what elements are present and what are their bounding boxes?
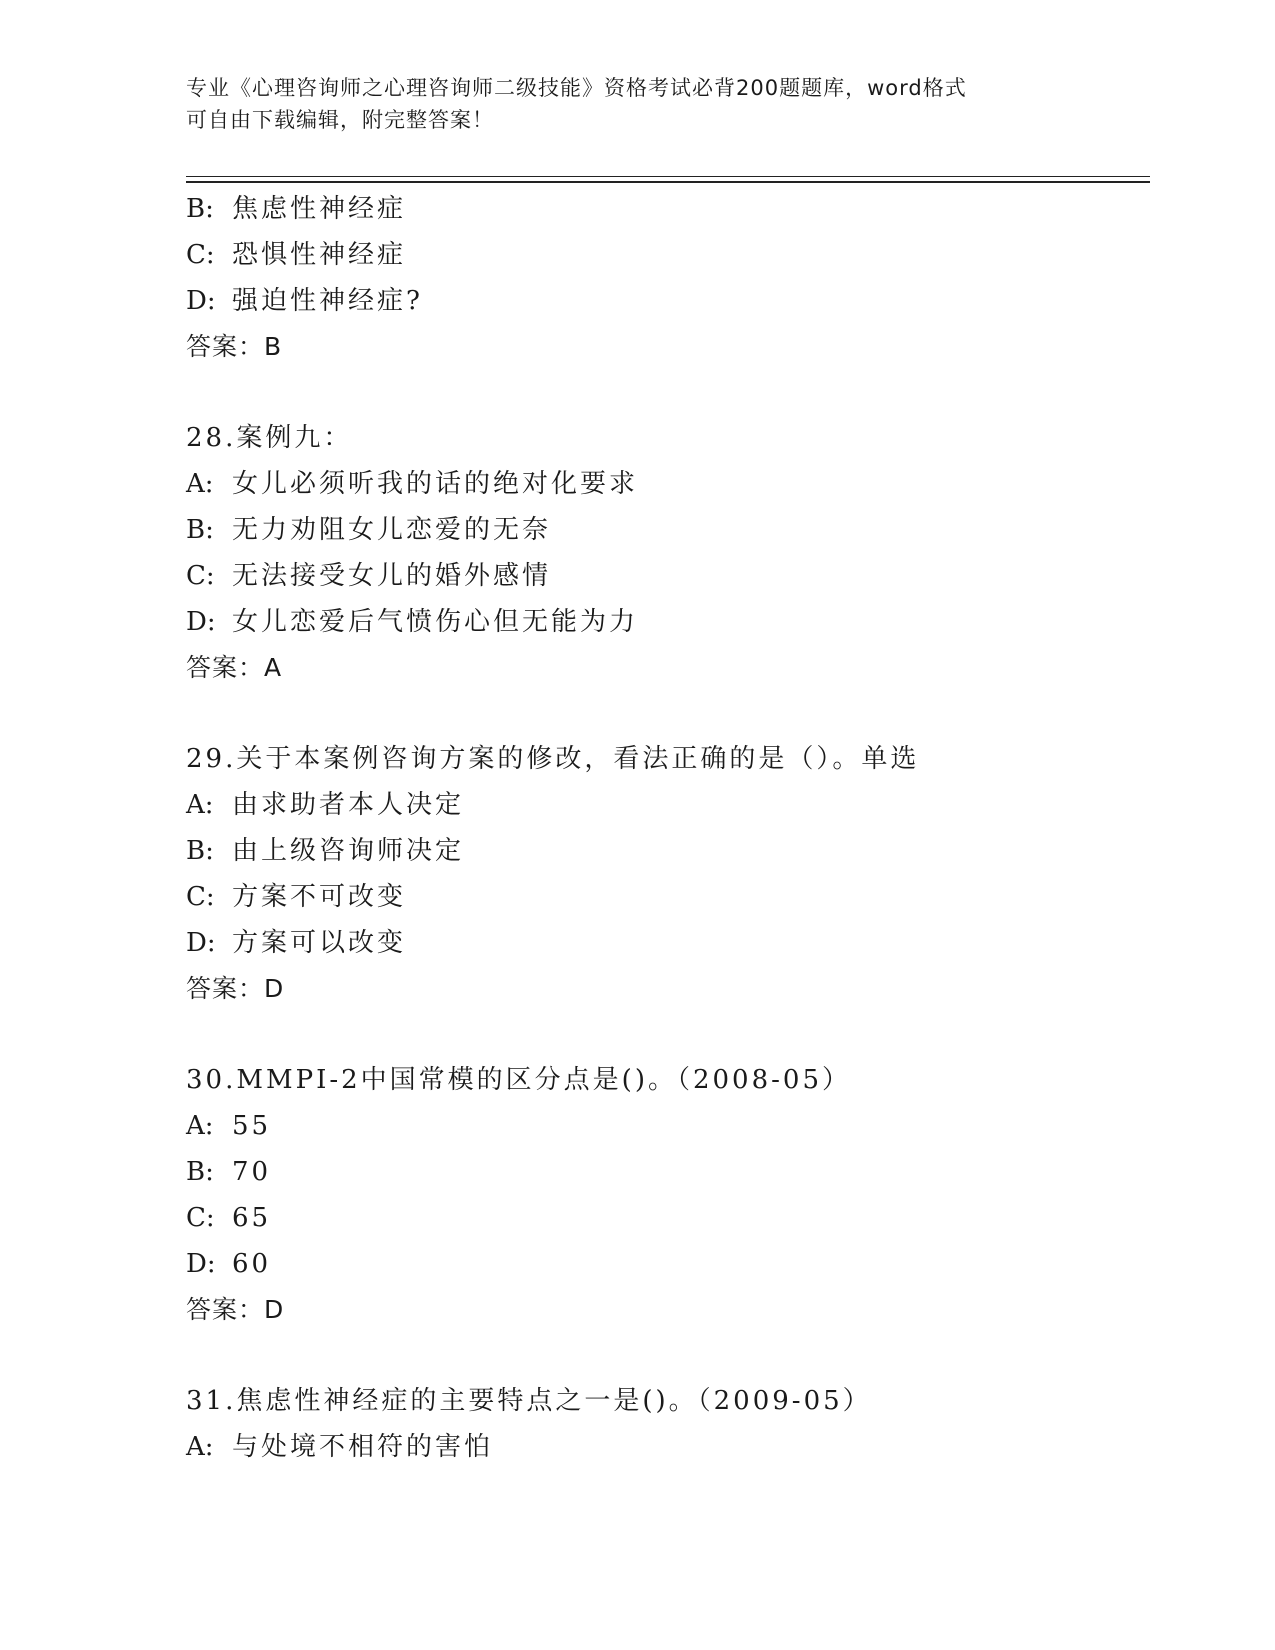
option-letter: C: bbox=[186, 882, 215, 912]
option-a bbox=[186, 461, 1146, 507]
option-letter: C: bbox=[186, 240, 215, 270]
option-letter: A: bbox=[186, 469, 214, 499]
option-text: 焦虑性神经症 bbox=[232, 194, 407, 224]
option-letter: B: bbox=[186, 194, 214, 224]
option-b bbox=[186, 507, 1146, 553]
option-letter: B: bbox=[186, 515, 214, 545]
option-text: 60 bbox=[232, 1249, 272, 1279]
option-text: 强迫性神经症? bbox=[232, 286, 423, 316]
page-header bbox=[186, 72, 1086, 136]
option-letter: A: bbox=[186, 1432, 214, 1462]
option-text: 恐惧性神经症 bbox=[232, 240, 407, 270]
question-list bbox=[186, 186, 1146, 1470]
option-text: 由上级咨询师决定 bbox=[232, 836, 465, 866]
option-text: 女儿恋爱后气愤伤心但无能为力 bbox=[232, 607, 639, 637]
header-title-line-1: 专业《心理咨询师之心理咨询师二级技能》资格考试必背200题题库，word格式 bbox=[186, 76, 967, 100]
question-30 bbox=[186, 1057, 1146, 1333]
question-29 bbox=[186, 736, 1146, 1012]
answer-line: 答案：D bbox=[186, 1295, 285, 1324]
option-letter: D: bbox=[186, 286, 216, 316]
option-letter: C: bbox=[186, 561, 215, 591]
question-28 bbox=[186, 415, 1146, 691]
option-b bbox=[186, 186, 1146, 232]
option-d bbox=[186, 599, 1146, 645]
option-letter: D: bbox=[186, 607, 216, 637]
header-title-line-2: 可自由下载编辑，附完整答案！ bbox=[186, 108, 494, 132]
question-stem: 28.案例九： bbox=[186, 423, 353, 453]
option-d bbox=[186, 920, 1146, 966]
option-c bbox=[186, 874, 1146, 920]
option-letter: C: bbox=[186, 1203, 215, 1233]
question-stem: 29.关于本案例咨询方案的修改，看法正确的是（）。单选 bbox=[186, 744, 920, 774]
option-letter: A: bbox=[186, 790, 214, 820]
answer-line: 答案：B bbox=[186, 332, 283, 361]
option-text: 无法接受女儿的婚外感情 bbox=[232, 561, 552, 591]
option-text: 与处境不相符的害怕 bbox=[232, 1432, 494, 1462]
answer-line: 答案：D bbox=[186, 974, 285, 1003]
option-a bbox=[186, 1424, 1146, 1470]
option-text: 方案不可改变 bbox=[232, 882, 407, 912]
option-text: 方案可以改变 bbox=[232, 928, 407, 958]
option-d bbox=[186, 1241, 1146, 1287]
option-text: 55 bbox=[232, 1111, 272, 1141]
option-text: 65 bbox=[232, 1203, 272, 1233]
option-letter: D: bbox=[186, 1249, 216, 1279]
option-letter: A: bbox=[186, 1111, 214, 1141]
question-stem: 31.焦虑性神经症的主要特点之一是()。（2009-05） bbox=[186, 1386, 872, 1416]
option-letter: B: bbox=[186, 1157, 214, 1187]
option-c bbox=[186, 1195, 1146, 1241]
header-rule-thick bbox=[186, 181, 1150, 183]
option-text: 70 bbox=[232, 1157, 272, 1187]
option-d bbox=[186, 278, 1146, 324]
option-letter: B: bbox=[186, 836, 214, 866]
option-b bbox=[186, 828, 1146, 874]
option-text: 无力劝阻女儿恋爱的无奈 bbox=[232, 515, 552, 545]
option-c bbox=[186, 553, 1146, 599]
option-c bbox=[186, 232, 1146, 278]
option-text: 由求助者本人决定 bbox=[232, 790, 465, 820]
option-a bbox=[186, 1103, 1146, 1149]
option-letter: D: bbox=[186, 928, 216, 958]
option-b bbox=[186, 1149, 1146, 1195]
option-text: 女儿必须听我的话的绝对化要求 bbox=[232, 469, 639, 499]
header-rule-thin bbox=[186, 176, 1150, 177]
option-a bbox=[186, 782, 1146, 828]
answer-line: 答案：A bbox=[186, 653, 283, 682]
question-stem: 30.MMPI-2中国常模的区分点是()。（2008-05） bbox=[186, 1065, 852, 1095]
question-31 bbox=[186, 1378, 1146, 1470]
question-27-continuation bbox=[186, 186, 1146, 370]
